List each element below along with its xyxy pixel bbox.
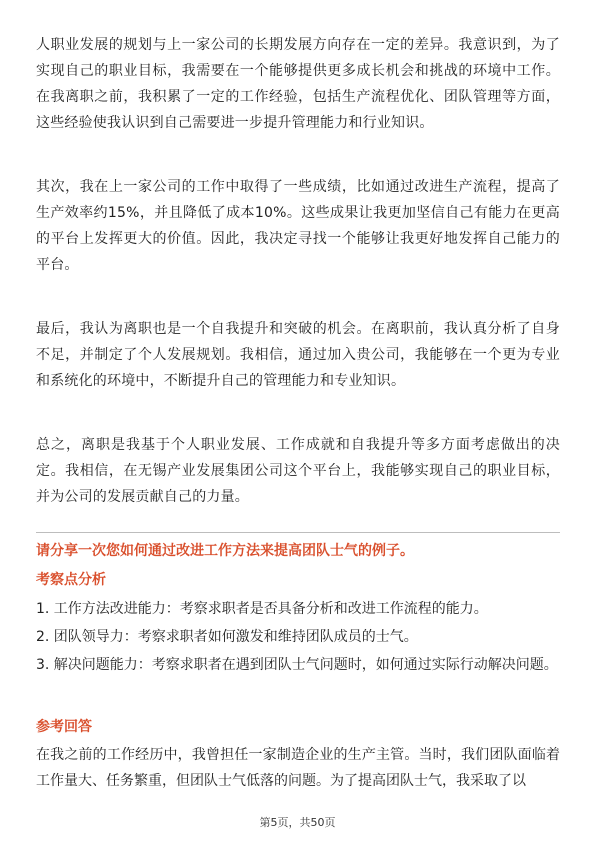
analysis-item: 2. 团队领导力：考察求职者如何激发和维持团队成员的士气。 (36, 629, 418, 645)
analysis-heading: 考察点分析 (36, 572, 106, 588)
body-paragraph: 总之，离职是我基于个人职业发展、工作成就和自我提升等多方面考虑做出的决定。我相信，在无锡产业发展集团公司这个平台上，我能够实现自己的职业目标，并为公司的发展贡献自己的力量。 (36, 437, 560, 505)
analysis-item: 3. 解决问题能力：考察求职者在遇到团队士气问题时，如何通过实际行动解决问题。 (36, 657, 558, 673)
body-paragraph: 人职业发展的规划与上一家公司的长期发展方向存在一定的差异。我意识到，为了实现自己的职业目标，我需要在一个能够提供更多成长机会和挑战的环境中工作。在我离职之前，我积累了一定的工作经验，包括生产流程优化、团队管理等方面，这些经验使我认识到自己需要进一步提升管理能力和行业知识。 (36, 37, 560, 131)
answer-heading: 参考回答 (36, 719, 92, 735)
interview-question: 请分享一次您如何通过改进工作方法来提高团队士气的例子。 (36, 543, 414, 559)
page-footer: 第5页，共50页 (259, 816, 336, 829)
section-divider (36, 532, 560, 533)
body-paragraph: 最后，我认为离职也是一个自我提升和突破的机会。在离职前，我认真分析了自身不足，并制定了个人发展规划。我相信，通过加入贵公司，我能够在一个更为专业和系统化的环境中，不断提升自己的管理能力和专业知识。 (36, 321, 560, 389)
body-paragraph: 其次，我在上一家公司的工作中取得了一些成绩，比如通过改进生产流程，提高了生产效率约15%，并且降低了成本10%。这些成果让我更加坚信自己有能力在更高的平台上发挥更大的价值。因此，我决定寻找一个能够让我更好地发挥自己能力的平台。 (36, 179, 560, 273)
answer-text: 在我之前的工作经历中，我曾担任一家制造企业的生产主管。当时，我们团队面临着工作量大、任务繁重，但团队士气低落的问题。为了提高团队士气，我采取了以 (36, 747, 560, 789)
analysis-item: 1. 工作方法改进能力：考察求职者是否具备分析和改进工作流程的能力。 (36, 601, 488, 617)
